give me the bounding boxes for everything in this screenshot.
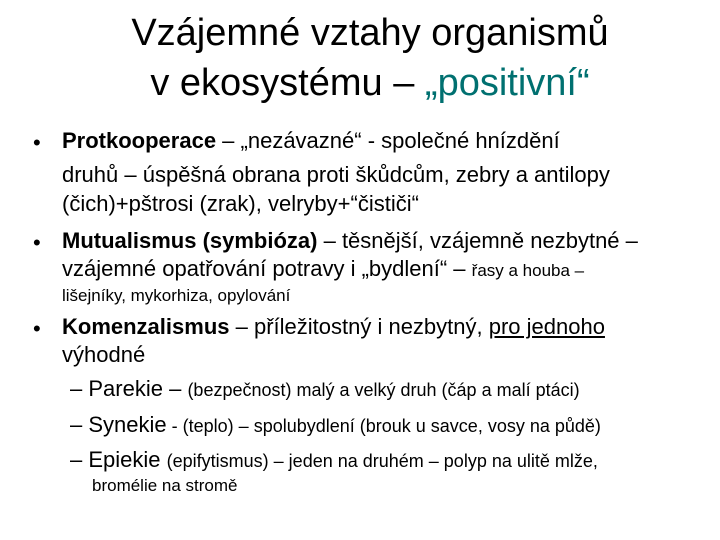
bullet-line (62, 256, 584, 282)
subitem-detail: (bezpečnost) malý a velký druh (čáp a malí ptáci) (187, 380, 580, 400)
subitem-line (70, 412, 601, 438)
bullet-line: lišejníky, mykorhiza, opylování (62, 286, 291, 305)
subitem-sep: - (166, 416, 183, 436)
subitem-dash: – (70, 412, 83, 437)
bullet-term: Komenzalismus (62, 314, 230, 339)
bullet-term: Protkooperace (62, 128, 217, 153)
subitem-dash: – (70, 376, 83, 401)
bullet-text-underlined: pro jednoho (488, 314, 605, 339)
bullet-term: Mutualismus (symbióza) (62, 228, 318, 253)
bullet-text: – těsnější, vzájemně nezbytné – (317, 228, 638, 253)
title-accent: „positivní“ (424, 62, 590, 104)
bullet-line: výhodné (62, 342, 146, 367)
bullet-text: – „nezávazné“ - společné hnízdění (216, 128, 560, 153)
subitem-term: Epiekie (88, 447, 161, 472)
bullet-text: vzájemné opatřování potravy i „bydlení“ – (62, 256, 472, 281)
subitem-line: bromélie na stromě (92, 476, 238, 495)
bullet-marker: • (33, 230, 41, 255)
bullet-text-small: řasy a houba – (471, 261, 585, 280)
bullet-marker: • (33, 316, 41, 341)
title-line-1: Vzájemné vztahy organismů (131, 12, 609, 54)
bullet-line (62, 314, 605, 340)
subitem-term: Parekie (88, 376, 163, 401)
title-line-2-prefix: v ekosystému – (150, 62, 425, 104)
bullet-line: (čich)+pštrosi (zrak), velryby+“čističi“ (62, 191, 419, 216)
subitem-line (70, 447, 598, 473)
subitem-detail: (teplo) – spolubydlení (brouk u savce, vosy na půdě) (182, 416, 601, 436)
title-line-2 (20, 58, 720, 108)
subitem-term: Synekie (88, 412, 167, 437)
slide-title (0, 8, 720, 108)
subitem-line (70, 376, 580, 402)
subitem-sep: – (162, 376, 188, 401)
bullet-text: – příležitostný i nezbytný, (229, 314, 489, 339)
bullet-line (62, 128, 560, 154)
bullet-marker: • (33, 130, 41, 155)
bullet-line: druhů – úspěšná obrana proti škůdcům, zebry a antilopy (62, 162, 610, 187)
subitem-dash: – (70, 447, 83, 472)
subitem-detail: (epifytismus) – jeden na druhém – polyp na ulitě mlže, (166, 451, 598, 471)
bullet-line (62, 228, 638, 254)
